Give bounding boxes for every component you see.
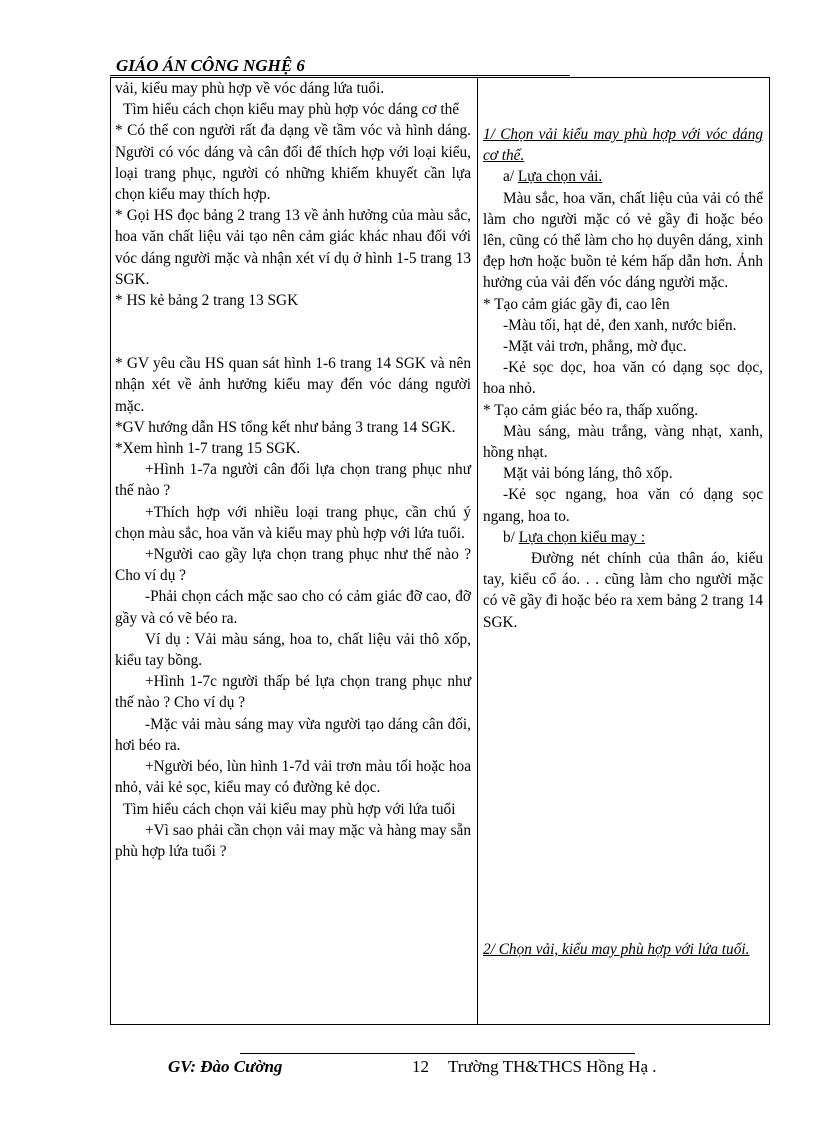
paragraph: -Mặt vải trơn, phẳng, mờ đục. [503, 338, 687, 356]
paragraph: *Xem hình 1-7 trang 15 SGK. [115, 440, 301, 458]
header-rule [110, 75, 570, 76]
paragraph: vải, kiểu may phù hợp về vóc dáng lứa tuổi. [115, 80, 385, 97]
paragraph: Tìm hiểu cách chọn kiểu may phù hợp vóc dáng cơ thể [123, 101, 460, 119]
paragraph: -Phải chọn cách mặc sao cho có cảm giác đỡ cao, đỡ gầy và có vẽ béo ra. [115, 588, 471, 627]
paragraph: +Người cao gầy lựa chọn trang phục như thế nào ? Cho ví dụ ? [115, 546, 471, 585]
page-title: GIÁO ÁN CÔNG NGHỆ 6 [116, 56, 305, 75]
paragraph: * Tạo cảm giác gầy đi, cao lên [483, 295, 670, 313]
subsection-a-heading [483, 166, 763, 187]
paragraph: * Gọi HS đọc bảng 2 trang 13 về ảnh hưởng của màu sắc, hoa văn chất liệu vải tạo nên cảm giác khác nhau đối với vóc dáng người mặc và nhận xét ví dụ ở hình 1-5 trang 13 SGK. [115, 207, 471, 288]
paragraph: -Kẻ sọc ngang, hoa văn có dạng sọc ngang, hoa to. [483, 486, 763, 525]
footer-teacher: GV: Đào Cường [168, 1057, 283, 1076]
paragraph: Đường nét chính của thân áo, kiểu tay, kiểu cổ áo. . . cũng làm cho người mặc có vẽ gầy đi hoặc béo ra xem bảng 2 trang 14 SGK. [483, 550, 763, 631]
paragraph: * HS kẻ bảng 2 trang 13 SGK [115, 292, 299, 310]
paragraph: *GV hướng dẫn HS tổng kết như bảng 3 trang 14 SGK. [115, 418, 456, 436]
paragraph: Ví dụ : Vải màu sáng, hoa to, chất liệu vải thô xốp, kiểu tay bồng. [115, 630, 471, 670]
subsection-b-label: Lựa chọn kiểu may : [518, 528, 646, 546]
subsection-b-heading [483, 527, 763, 548]
paragraph: Tìm hiểu cách chọn vải kiểu may phù hợp với lứa tuổi [123, 800, 456, 818]
content-column [483, 78, 763, 958]
paragraph: +Người béo, lùn hình 1-7d vải trơn màu tối hoặc hoa nhỏ, vải kẻ sọc, kiểu may có đường kẻ dọc. [115, 758, 471, 797]
teacher-activities-column [115, 78, 471, 862]
paragraph: Màu sắc, hoa văn, chất liệu của vải có thể làm cho người mặc có vẻ gầy đi hoặc béo lên, cũng có thể làm cho họ duyên dáng, xinh đẹp hơn hoặc buồn tẻ kém hấp dẫn hơn. Ảnh hưởng của vải đến vóc dáng người mặc. [483, 189, 763, 292]
subsection-a-label: Lựa chọn vải. [517, 168, 603, 186]
paragraph: Mặt vải bóng láng, thô xốp. [503, 465, 673, 483]
lesson-table [110, 77, 770, 1025]
footer-rule [240, 1053, 635, 1054]
subsection-b-prefix: b/ [503, 528, 519, 546]
paragraph: Màu sáng, màu trắng, vàng nhạt, xanh, hồng nhạt. [483, 422, 763, 462]
paragraph: -Mặc vải màu sáng may vừa người tạo dáng cân đối, hơi béo ra. [115, 715, 471, 754]
paragraph: +Hình 1-7c người thấp bé lựa chọn trang phục như thế nào ? Cho ví dụ ? [115, 673, 471, 712]
section-1-title: 1/ Chọn vải kiểu may phù hợp với vóc dáng cơ thể. [483, 126, 763, 165]
column-divider [477, 78, 478, 1024]
section-2-title: 2/ Chọn vải, kiểu may phù hợp với lứa tuổi. [483, 941, 750, 958]
paragraph: -Kẻ sọc dọc, hoa văn có dạng sọc dọc, hoa nhỏ. [483, 359, 763, 398]
paragraph: * Có thể con người rất đa dạng về tầm vóc và hình dáng. Người có vóc dáng và cân đối để thích hợp với loại kiểu, loại trang phục, người có những khiếm khuyết cần lựa chọn kiểu may thích hợp. [115, 122, 471, 204]
paragraph: +Thích hợp với nhiều loại trang phục, cần chú ý chọn màu sắc, hoa văn và kiểu may phù hợp với lứa tuổi. [115, 503, 471, 542]
page-number: 12 [412, 1057, 429, 1076]
paragraph: -Màu tối, hạt dẻ, đen xanh, nước biển. [503, 316, 737, 334]
paragraph: * Tạo cảm giác béo ra, thấp xuống. [483, 401, 699, 419]
footer-school: Trường TH&THCS Hồng Hạ . [448, 1057, 657, 1076]
paragraph: +Hình 1-7a người cân đối lựa chọn trang phục như thế nào ? [115, 461, 471, 500]
subsection-a-prefix: a/ [503, 168, 518, 186]
paragraph: * GV yêu cầu HS quan sát hình 1-6 trang 14 SGK và nên nhận xét về ảnh hưởng kiểu may đến vóc dáng người mặc. [115, 355, 471, 415]
paragraph: +Vì sao phải cần chọn vải may mặc và hàng may sẵn phù hợp lứa tuổi ? [115, 821, 471, 860]
